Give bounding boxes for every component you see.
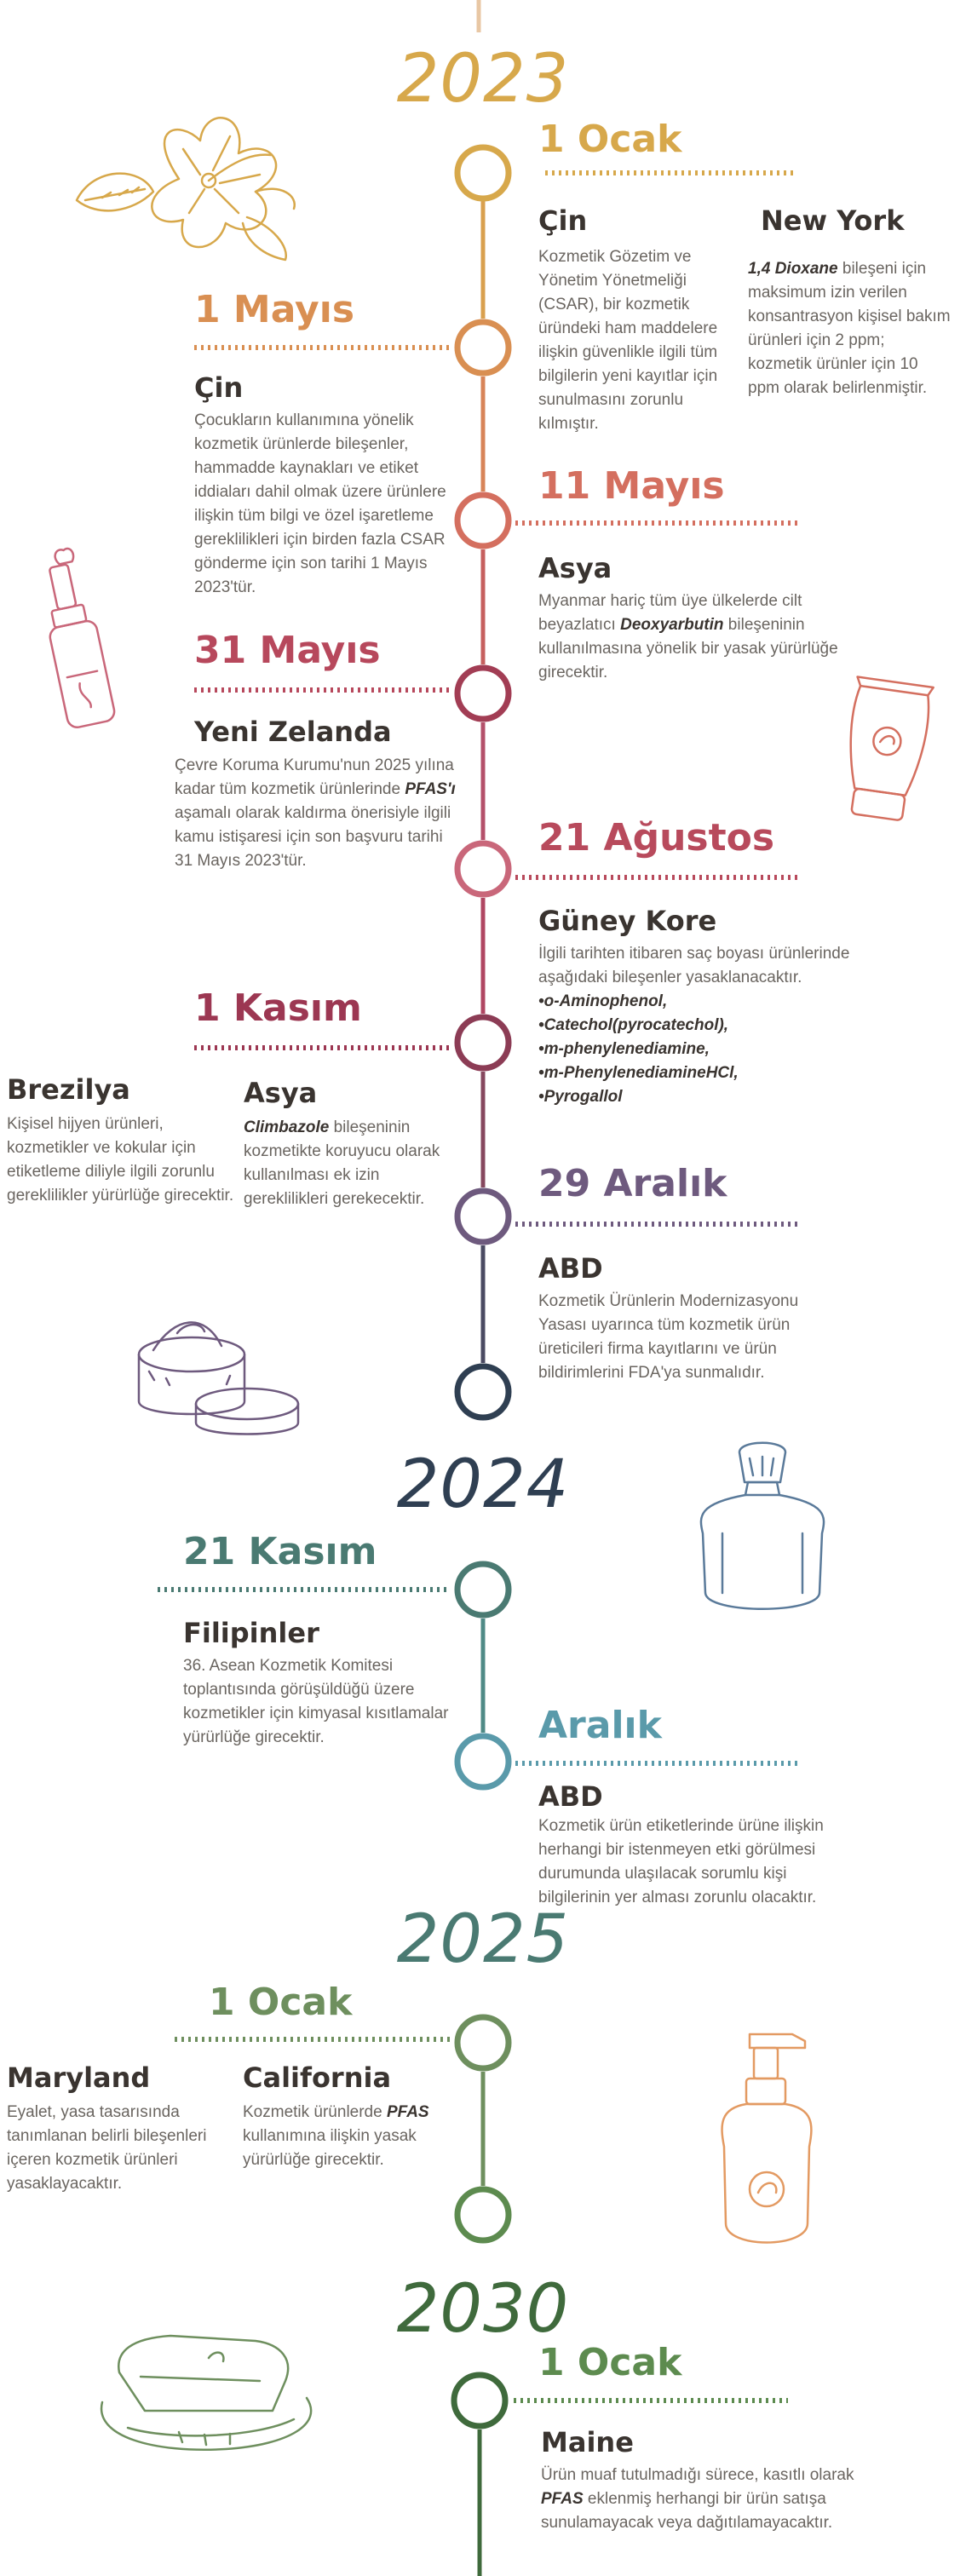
event-region: Maine (541, 2426, 634, 2458)
event-date: Aralık (538, 1704, 662, 1747)
event-date: 1 Ocak (538, 2341, 682, 2384)
event-description (243, 2101, 473, 2172)
description-text: eklenmiş herhangi bir ürün satışa sunulamayacak veya dağıtılamayacaktır. (541, 2490, 833, 2532)
event-date: 21 Kasım (183, 1530, 377, 1573)
event-date: 1 Ocak (538, 118, 682, 161)
description-text: Ürün muaf tutulmadığı sürece, kasıtlı olarak (541, 2466, 854, 2484)
cream-jar-icon (139, 1322, 298, 1434)
event-region: New York (761, 204, 905, 237)
event-region: Yeni Zelanda (194, 716, 392, 748)
event-region: Maryland (7, 2061, 151, 2094)
year-2030-heading: 2030 (396, 2271, 570, 2348)
event-region: California (243, 2061, 392, 2094)
timeline-node-1-ocak-2023 (457, 147, 509, 198)
event-description (244, 1116, 465, 1211)
timeline-node-21-agustos (457, 843, 509, 894)
ingredient-name: 1,4 Dioxane (748, 260, 838, 278)
description-text: İlgili tarihten itibaren saç boyası ürünlerinde aşağıdaki bileşenler yasaklanacaktır. (538, 945, 850, 986)
event-region: Asya (244, 1077, 318, 1109)
event-description: 36. Asean Kozmetik Komitesi toplantısında görüşüldüğü üzere kozmetikler için kimyasal kısıtlamalar yürürlüğe girecektir. (183, 1657, 449, 1746)
event-description: Kişisel hijyen ürünleri, kozmetikler ve kokular için etiketleme diliyle ilgili zorunlu gereklilikler yürürlüğe girecektir. (7, 1115, 234, 1205)
dropper-bottle-icon (36, 548, 116, 729)
timeline-node-29-aralik (457, 1191, 509, 1242)
event-description (748, 257, 952, 400)
description-text: Çevre Koruma Kurumu'nun 2025 yılına kadar tüm kozmetik ürünlerinde (175, 756, 454, 798)
banned-ingredient: •m-PhenylenediamineHCl, (538, 1064, 739, 1082)
banned-ingredient: •o-Aminophenol, (538, 992, 668, 1010)
year-2023-heading: 2023 (396, 41, 570, 118)
event-date: 1 Kasım (194, 986, 362, 1030)
event-region: Çin (194, 371, 244, 404)
cream-tube-icon (838, 677, 933, 823)
description-text: bileşeninin kullanılmasına yönelik bir yasak yürürlüğe girecektir. (538, 616, 838, 681)
event-date: 29 Aralık (538, 1162, 727, 1205)
ingredient-name: PFAS (541, 2490, 584, 2508)
year-2025-heading: 2025 (396, 1901, 570, 1978)
year-2024-heading: 2024 (396, 1446, 570, 1523)
soap-dish-icon (101, 2336, 311, 2450)
event-description: Kozmetik ürün etiketlerinde ürüne ilişkin herhangi bir istenmeyen etki görülmesi durumunda ulaşılacak sorumlu kişi bilgilerinin yer alması zorunlu olacaktır. (538, 1817, 824, 1906)
description-text: bileşeninin kozmetikte koruyucu olarak kullanılması ek izin gereklilikleri gerekecektir. (244, 1118, 440, 1208)
timeline-node-1-kasim (457, 1017, 509, 1068)
timeline-node-1-ocak-2025 (457, 2017, 509, 2068)
event-date: 21 Ağustos (538, 816, 775, 860)
banned-ingredient: •Catechol(pyrocatechol), (538, 1016, 729, 1034)
description-text: aşamalı olarak kaldırma önerisiyle ilgili kamu istişaresi için son başvuru tarihi 31 Mayıs 2023'tür. (175, 804, 451, 870)
timeline-node-1-mayis (457, 322, 509, 373)
event-region: Filipinler (183, 1617, 319, 1649)
description-text: Kozmetik ürünlerde (243, 2103, 387, 2121)
hibiscus-flower-icon (77, 118, 295, 260)
timeline-node-1-ocak-2030 (454, 2375, 505, 2426)
description-text: kullanımına ilişkin yasak yürürlüğe girecektir. (243, 2127, 417, 2169)
event-description (538, 942, 896, 1109)
ingredient-name: Climbazole (244, 1118, 330, 1136)
timeline-node-31-mayis (457, 668, 509, 719)
event-description (175, 754, 460, 873)
description-text: bileşeni için maksimum izin verilen konsantrasyon kişisel bakım ürünleri için 2 ppm; kozmetik ürünler için 10 ppm olarak belirlenmiştir. (748, 260, 951, 397)
banned-ingredient: •m-phenylenediamine, (538, 1040, 710, 1058)
banned-ingredient: •Pyrogallol (538, 1088, 623, 1106)
event-description: Kozmetik Ürünlerin Modernizasyonu Yasası uyarınca tüm kozmetik ürün üreticileri firma kayıtlarını ve ürün bildirimlerini FDA'ya sunmalıdır. (538, 1292, 799, 1382)
ingredient-name: PFAS (386, 2103, 429, 2121)
event-region: Asya (538, 552, 612, 584)
timeline-node-11-mayis (457, 495, 509, 546)
event-description: Kozmetik Gözetim ve Yönetim Yönetmeliği (CSAR), bir kozmetik üründeki ham maddelere ilişkin güvenlikle ilgili tüm bilgilerin yeni kayıtlar için sunulmasını zorunlu kılmıştır. (538, 248, 718, 433)
event-description: Eyalet, yasa tasarısında tanımlanan belirli bileşenleri içeren kozmetik ürünleri yasaklayacaktır. (7, 2103, 207, 2193)
event-region: ABD (538, 1780, 603, 1813)
event-date: 1 Mayıs (194, 288, 355, 331)
event-date: 1 Ocak (209, 1981, 353, 2024)
timeline-node-21-kasim (457, 1564, 509, 1615)
event-date: 31 Mayıs (194, 629, 381, 672)
pump-bottle-icon (722, 2034, 812, 2243)
event-date: 11 Mayıs (538, 464, 725, 508)
ingredient-name: Deoxyarbutin (620, 616, 724, 634)
ingredient-name: PFAS'ı (405, 780, 456, 798)
event-description: Çocukların kullanımına yönelik kozmetik ürünlerde bileşenler, hammadde kaynakları ve etiket iddiaları dahil olmak üzere ürünlere ilişkin tüm bilgi ve özel işaretleme gereklilikleri için birden fazla CSAR gönderme için son tarihi 1 Mayıs 2023'tür. (194, 411, 446, 596)
description-text: Myanmar hariç tüm üye ülkelerde cilt beyazlatıcı (538, 592, 802, 634)
event-region: ABD (538, 1252, 603, 1285)
event-region: Brezilya (7, 1073, 130, 1106)
event-description (541, 2464, 869, 2535)
event-description (538, 589, 854, 685)
event-region: Güney Kore (538, 905, 717, 937)
event-region: Çin (538, 204, 588, 237)
timeline-node-end-2023 (457, 1366, 509, 1417)
timeline-node-end-2025 (457, 2189, 509, 2240)
